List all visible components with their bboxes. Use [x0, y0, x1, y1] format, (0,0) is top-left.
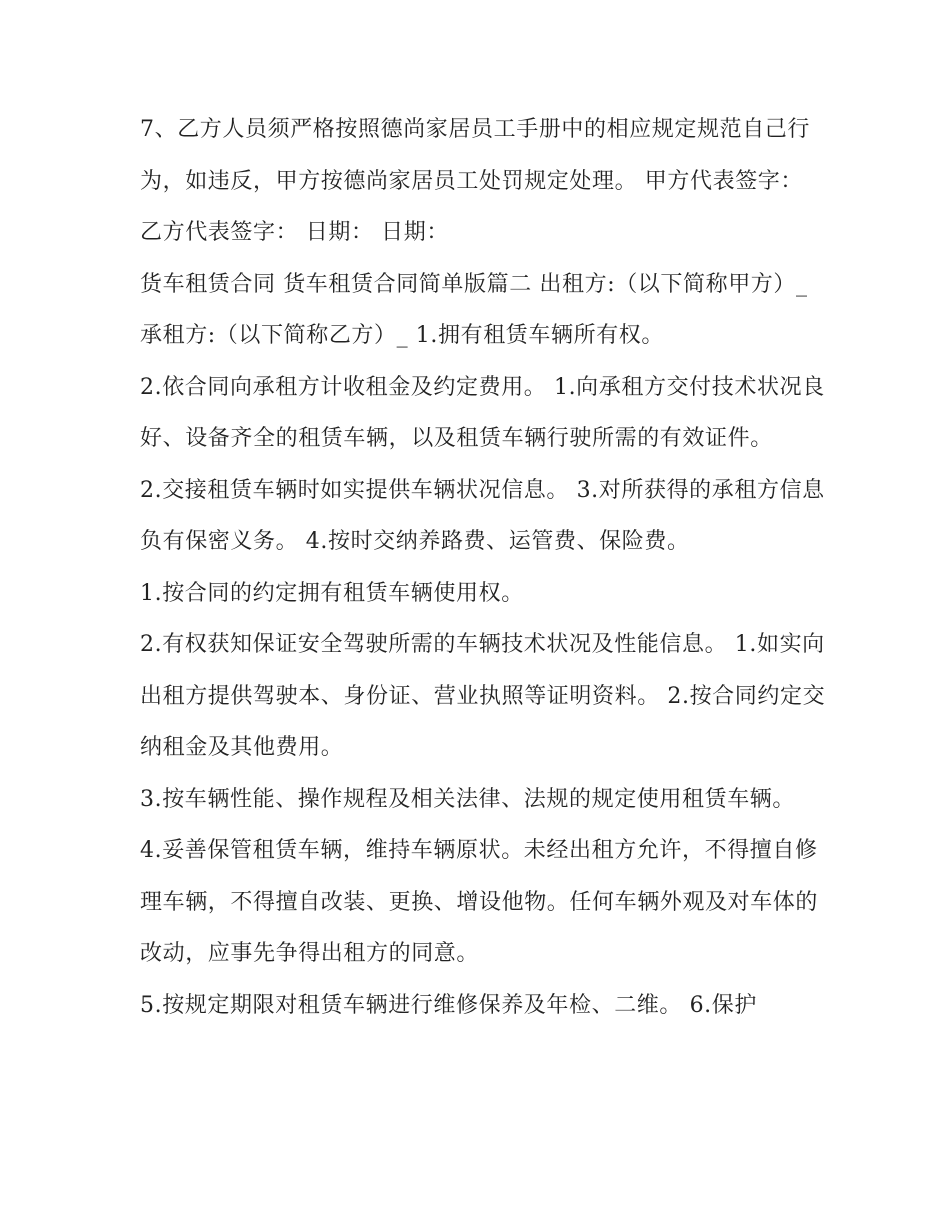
paragraph-lessor-duty-fees: 2.依合同向承租方计收租金及约定费用。 1.向承租方交付技术状况良好、设备齐全的租赁车辆，以及租赁车辆行驶所需的有效证件。 [140, 374, 825, 451]
paragraph-lessee-right-info: 2.有权获知保证安全驾驶所需的车辆技术状况及性能信息。 1.如实向出租方提供驾驶本、身份证、营业执照等证明资料。 2.按合同约定交纳租金及其他费用。 [140, 632, 826, 760]
paragraph-employee-rules: 7、乙方人员须严格按照德尚家居员工手册中的相应规定规范自己行为，如违反，甲方按德尚家居员工处罚规定处理。 甲方代表签字： 乙方代表签字： 日期： 日期： [140, 117, 810, 245]
paragraph-lessee-duty-maintenance: 5.按规定期限对租赁车辆进行维修保养及年检、二维。 6.保护 [140, 992, 757, 1018]
paragraph-contract-title: 货车租赁合同 货车租赁合同简单版篇二 出租方:（以下简称甲方）_ 承租方:（以下简称乙方）_ 1.拥有租赁车辆所有权。 [140, 271, 808, 348]
document-body [140, 104, 830, 1031]
paragraph-lessee-right-use: 1.按合同的约定拥有租赁车辆使用权。 [140, 580, 524, 606]
paragraph-lessee-duty-care: 4.妥善保管租赁车辆，维持车辆原状。未经出租方允许，不得擅自修理车辆，不得擅自改装、更换、增设他物。任何车辆外观及对车体的改动，应事先争得出租方的同意。 [140, 838, 819, 966]
paragraph-lessor-duty-info: 2.交接租赁车辆时如实提供车辆状况信息。 3.对所获得的承租方信息负有保密义务。 4.按时交纳养路费、运管费、保险费。 [140, 477, 825, 554]
paragraph-lessee-duty-usage: 3.按车辆性能、操作规程及相关法律、法规的规定使用租赁车辆。 [140, 786, 795, 812]
